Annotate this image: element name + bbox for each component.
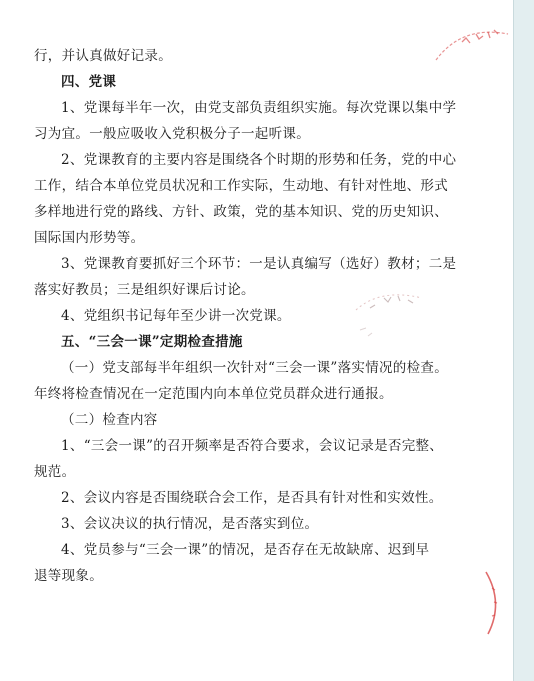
text-line-9: 3、党课教育要抓好三个环节：一是认真编写（选好）教材；二是: [61, 256, 457, 272]
section-heading-inspection: 五、“三会一课”定期检查措施: [61, 334, 243, 350]
text-line-17: 规范。: [34, 464, 76, 480]
text-line-19: 3、会议决议的执行情况，是否落实到位。: [61, 516, 319, 532]
text-line-3: 1、党课每半年一次，由党支部负责组织实施。每次党课以集中学: [61, 100, 457, 116]
right-margin-strip: [513, 0, 534, 681]
text-line-1: 行，并认真做好记录。: [34, 48, 172, 64]
text-line-14: 年终将检查情况在一定范围内向本单位党员群众进行通报。: [34, 386, 393, 402]
text-line-10: 落实好教员；三是组织好课后讨论。: [34, 282, 255, 298]
section-heading-party-lecture: 四、党课: [61, 74, 117, 90]
text-line-7: 多样地进行党的路线、方针、政策，党的基本知识、党的历史知识、: [34, 204, 448, 220]
text-line-6: 工作，结合本单位党员状况和工作实际，生动地、有针对性地、形式: [34, 178, 448, 194]
text-line-15: （二）检查内容: [61, 412, 158, 428]
seal-stamp-middle-icon: [350, 280, 430, 340]
text-line-16: 1、“三会一课”的召开频率是否符合要求，会议记录是否完整、: [61, 438, 444, 454]
text-line-13: （一）党支部每半年组织一次针对“三会一课”落实情况的检查。: [61, 360, 449, 376]
text-line-20: 4、党员参与“三会一课”的情况，是否存在无故缺席、迟到早: [61, 542, 430, 558]
text-line-5: 2、党课教育的主要内容是围绕各个时期的形势和任务，党的中心: [61, 152, 457, 168]
text-line-11: 4、党组织书记每年至少讲一次党课。: [61, 308, 291, 324]
seal-stamp-top-icon: [432, 20, 512, 80]
text-line-8: 国际国内形势等。: [34, 230, 145, 246]
text-line-4: 习为宜。一般应吸收入党积极分子一起听课。: [34, 126, 310, 142]
seal-stamp-edge-icon: [478, 568, 508, 638]
text-line-18: 2、会议内容是否围绕联合会工作，是否具有针对性和实效性。: [61, 490, 443, 506]
text-line-21: 退等现象。: [34, 568, 103, 584]
